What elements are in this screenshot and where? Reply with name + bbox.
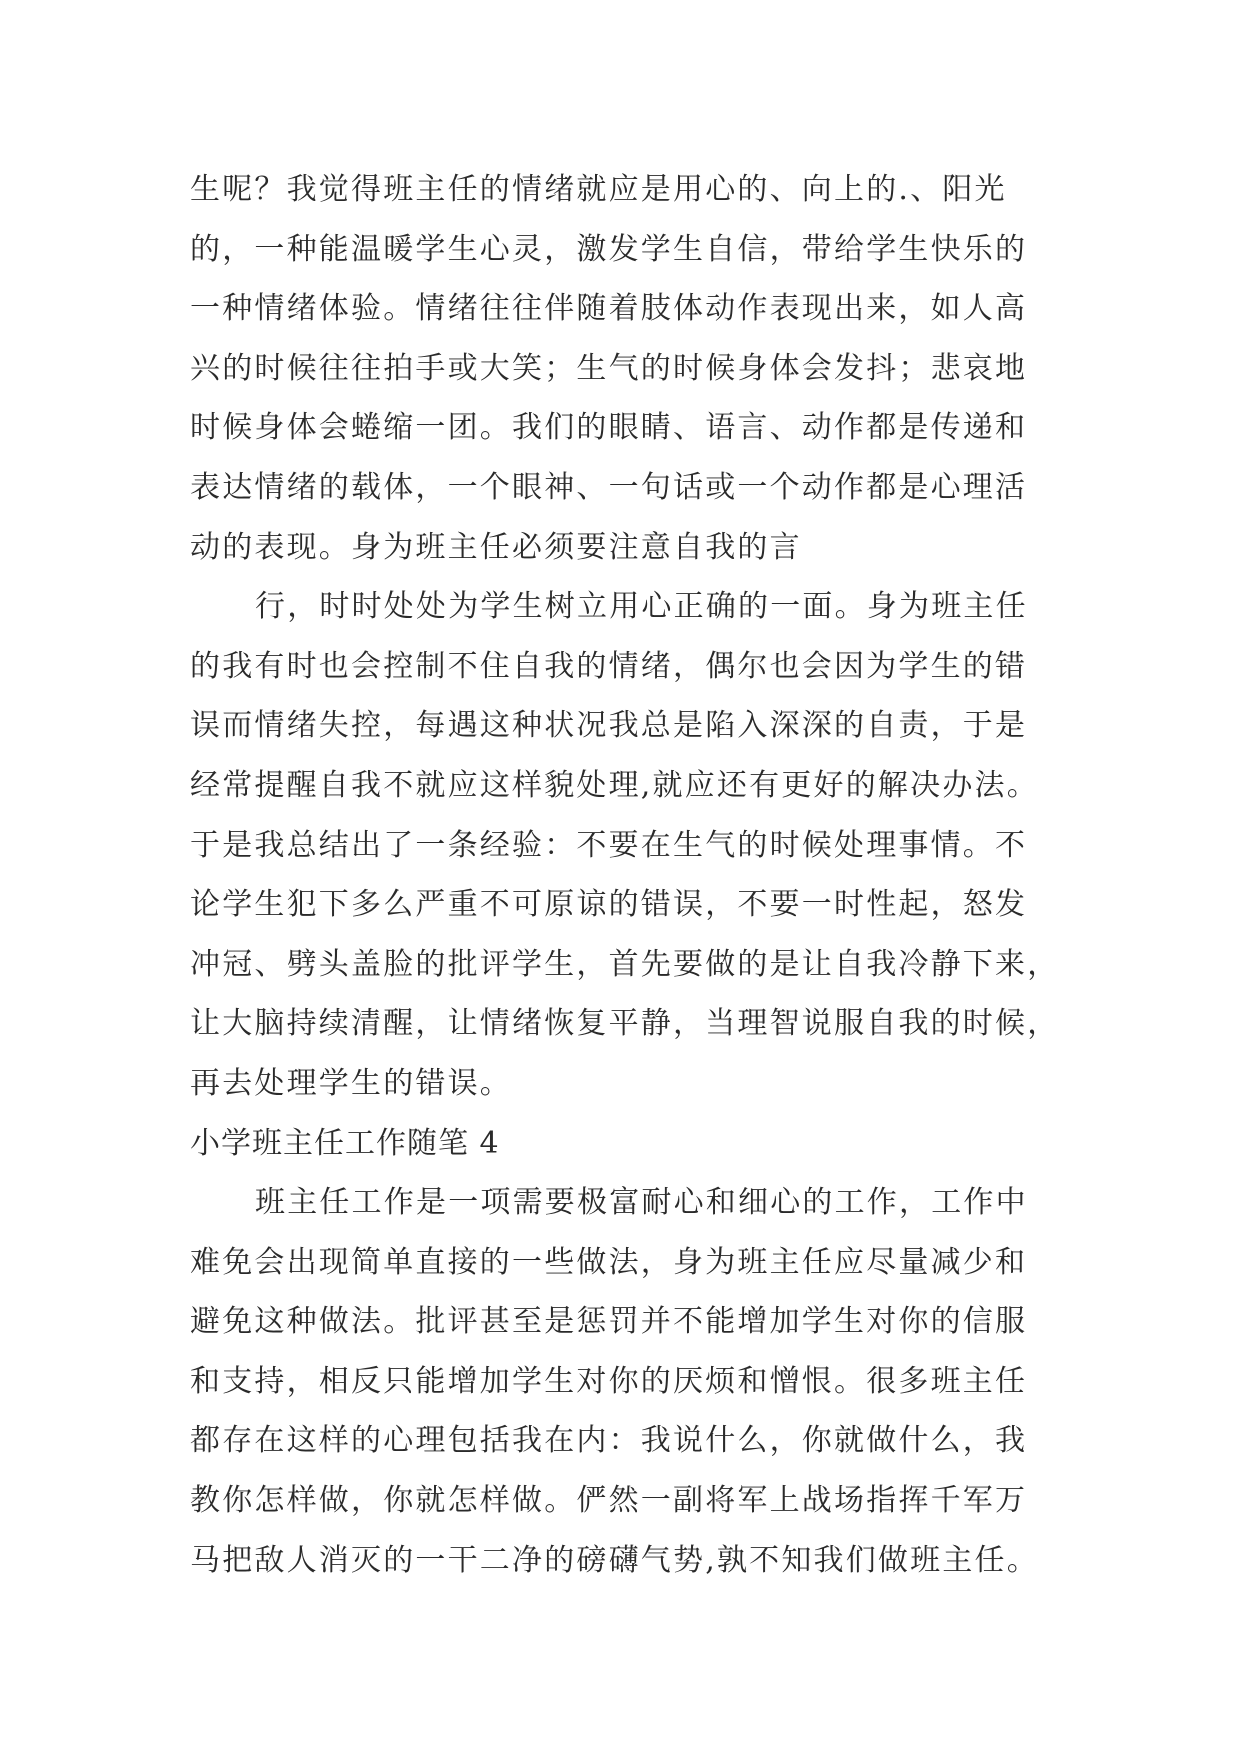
text-line: 教你怎样做，你就怎样做。俨然一副将军上战场指挥千军万 [190, 1483, 1028, 1519]
text-line: 让大脑持续清醒，让情绪恢复平静，当理智说服自我的时候， [190, 1006, 1060, 1042]
text-line: 生呢？我觉得班主任的情绪就应是用心的、向上的.、阳光 [190, 172, 1007, 207]
text-line: 时候身体会蜷缩一团。我们的眼睛、语言、动作都是传递和 [190, 410, 1028, 446]
document-body [190, 160, 1060, 1590]
text-line: 再去处理学生的错误。 [190, 1065, 512, 1101]
text-line: 和支持，相反只能增加学生对你的厌烦和憎恨。很多班主任 [190, 1363, 1028, 1399]
text-line: 避免这种做法。批评甚至是惩罚并不能增加学生对你的信服 [190, 1304, 1028, 1340]
text-line: 论学生犯下多么严重不可原谅的错误，不要一时性起，怒发 [190, 887, 1028, 923]
text-line: 冲冠、劈头盖脸的批评学生，首先要做的是让自我冷静下来， [190, 946, 1060, 982]
text-line: 兴的时候往往拍手或大笑；生气的时候身体会发抖；悲哀地 [190, 350, 1028, 386]
paragraph-2 [190, 577, 1060, 1113]
text-line: 动的表现。身为班主任必须要注意自我的言 [190, 529, 802, 565]
paragraph-3 [190, 1173, 1052, 1590]
paragraph-1 [190, 160, 1052, 577]
text-line: 经常提醒自我不就应这样貌处理,就应还有更好的解决办法。 [190, 767, 1039, 803]
text-line: 马把敌人消灭的一干二净的磅礴气势,孰不知我们做班主任。 [190, 1542, 1039, 1578]
text-line: 行，时时处处为学生树立用心正确的一面。身为班主任 [255, 589, 1028, 625]
text-line: 误而情绪失控，每遇这种状况我总是陷入深深的自责，于是 [190, 708, 1028, 744]
text-line: 表达情绪的载体，一个眼神、一句话或一个动作都是心理活 [190, 469, 1028, 505]
text-line: 难免会出现简单直接的一些做法，身为班主任应尽量减少和 [190, 1244, 1028, 1280]
text-line: 班主任工作是一项需要极富耐心和细心的工作，工作中 [255, 1185, 1028, 1221]
text-line: 于是我总结出了一条经验：不要在生气的时候处理事情。不 [190, 827, 1028, 863]
section-heading: 小学班主任工作随笔 4 [190, 1125, 500, 1161]
text-line: 的我有时也会控制不住自我的情绪，偶尔也会因为学生的错 [190, 648, 1028, 684]
text-line: 都存在这样的心理包括我在内：我说什么，你就做什么，我 [190, 1423, 1028, 1459]
text-line: 一种情绪体验。情绪往往伴随着肢体动作表现出来，如人高 [190, 291, 1028, 327]
text-line: 的，一种能温暖学生心灵，激发学生自信，带给学生快乐的 [190, 231, 1028, 267]
